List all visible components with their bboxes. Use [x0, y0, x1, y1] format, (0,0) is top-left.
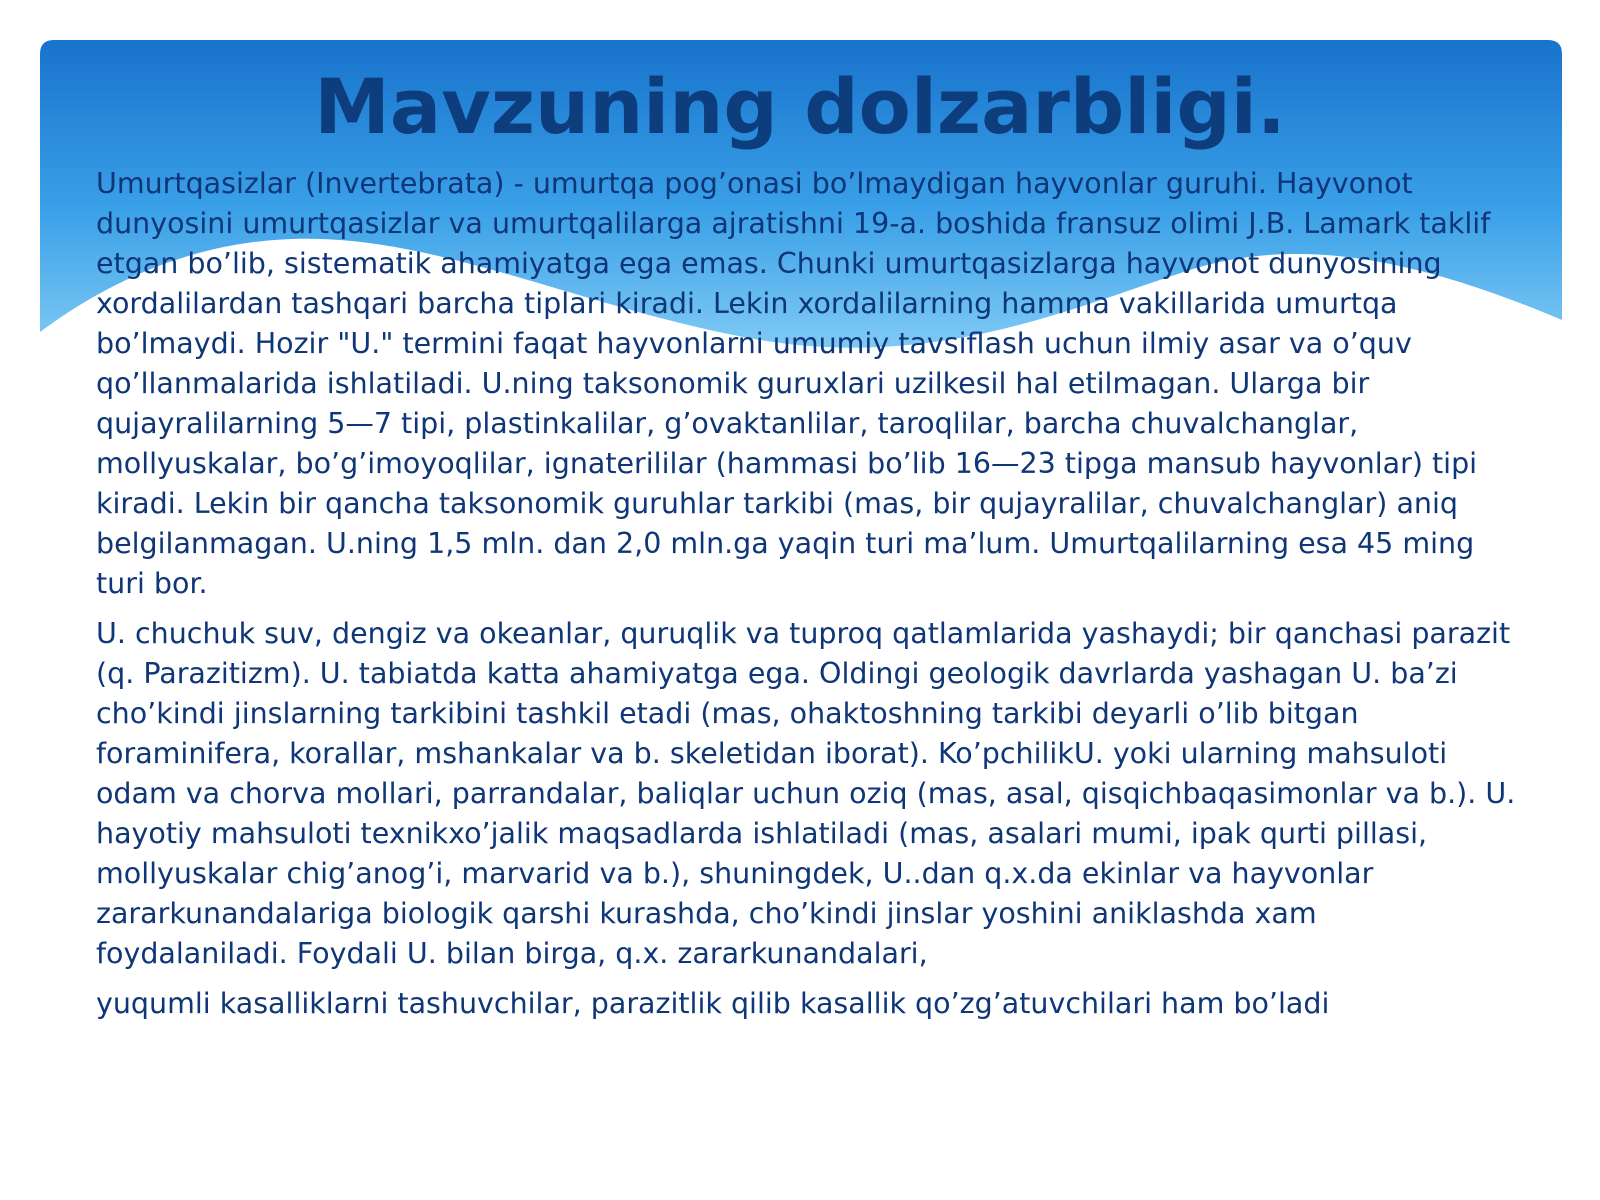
body-paragraph-1: Umurtqasizlar (Invertebrata) - umurtqa pog’onasi bo’lmaydigan hayvonlar guruhi. Hayvonot dunyosini umurtqasizlar va umurtqalilarga ajratishni 19-a. boshida fransuz olimi J.B. Lamark taklif etgan bo’lib, sistematik ahamiyatga ega emas. Chunki umurtqasizlarga hayvonot dunyosining xordalilardan tashqari barcha tiplari kiradi. Lekin xordalilarning hamma vakillarida umurtqa bo’lmaydi. Hozir "U." termini faqat hayvonlarni umumiy tavsiflash uchun ilmiy asar va o’quv qo’llanmalarida ishlatiladi. U.ning taksonomik guruxlari uzilkesil hal etilmagan. Ularga bir qujayralilarning 5—7 tipi, plastinkalilar, g’ovaktanlilar, taroqlilar, barcha chuvalchanglar, mollyuskalar, bo’g’imoyoqlilar, ignaterililar (hammasi bo’lib 16—23 tipga mansub hayvonlar) tipi kiradi. Lekin bir qancha taksonomik guruhlar tarkibi (mas, bir qujayralilar, chuvalchanglar) aniq belgilanmagan. U.ning 1,5 mln. dan 2,0 mln.ga yaqin turi ma’lum. Umurtqalilarning esa 45 ming turi bor.	[96, 167, 1491, 600]
body-paragraph-2: U. chuchuk suv, dengiz va okeanlar, quruqlik va tuproq qatlamlarida yashaydi; bir qanchasi parazit (q. Parazitizm). U. tabiatda katta ahamiyatga ega. Oldingi geologik davrlarda yashagan U. ba’zi cho’kindi jinslarning tarkibini tashkil etadi (mas, ohaktoshning tarkibi deyarli o’lib bitgan foraminifera, korallar, mshankalar va b. skeletidan iborat). Ko’pchilikU. yoki ularning mahsuloti odam va chorva mollari, parrandalar, baliqlar uchun oziq (mas, asal, qisqichbaqasimonlar va b.). U. hayotiy mahsuloti texnikxo’jalik maqsadlarda ishlatiladi (mas, asalari mumi, ipak qurti pillasi, mollyuskalar chig’anog’i, marvarid va b.), shuningdek, U..dan q.x.da ekinlar va hayvonlar zararkunandalariga biologik qarshi kurashda, cho’kindi jinslar yoshini aniklashda xam foydalaniladi. Foydali U. bilan birga, q.x. zararkunandalari,	[96, 617, 1516, 970]
body-paragraph-3: yuqumli kasalliklarni tashuvchilar, parazitlik qilib kasallik qo’zg’atuvchilari ham bo’ladi	[96, 987, 1330, 1020]
slide-body	[96, 164, 1516, 1034]
slide-title: Mavzuning dolzarbligi.	[314, 62, 1286, 151]
